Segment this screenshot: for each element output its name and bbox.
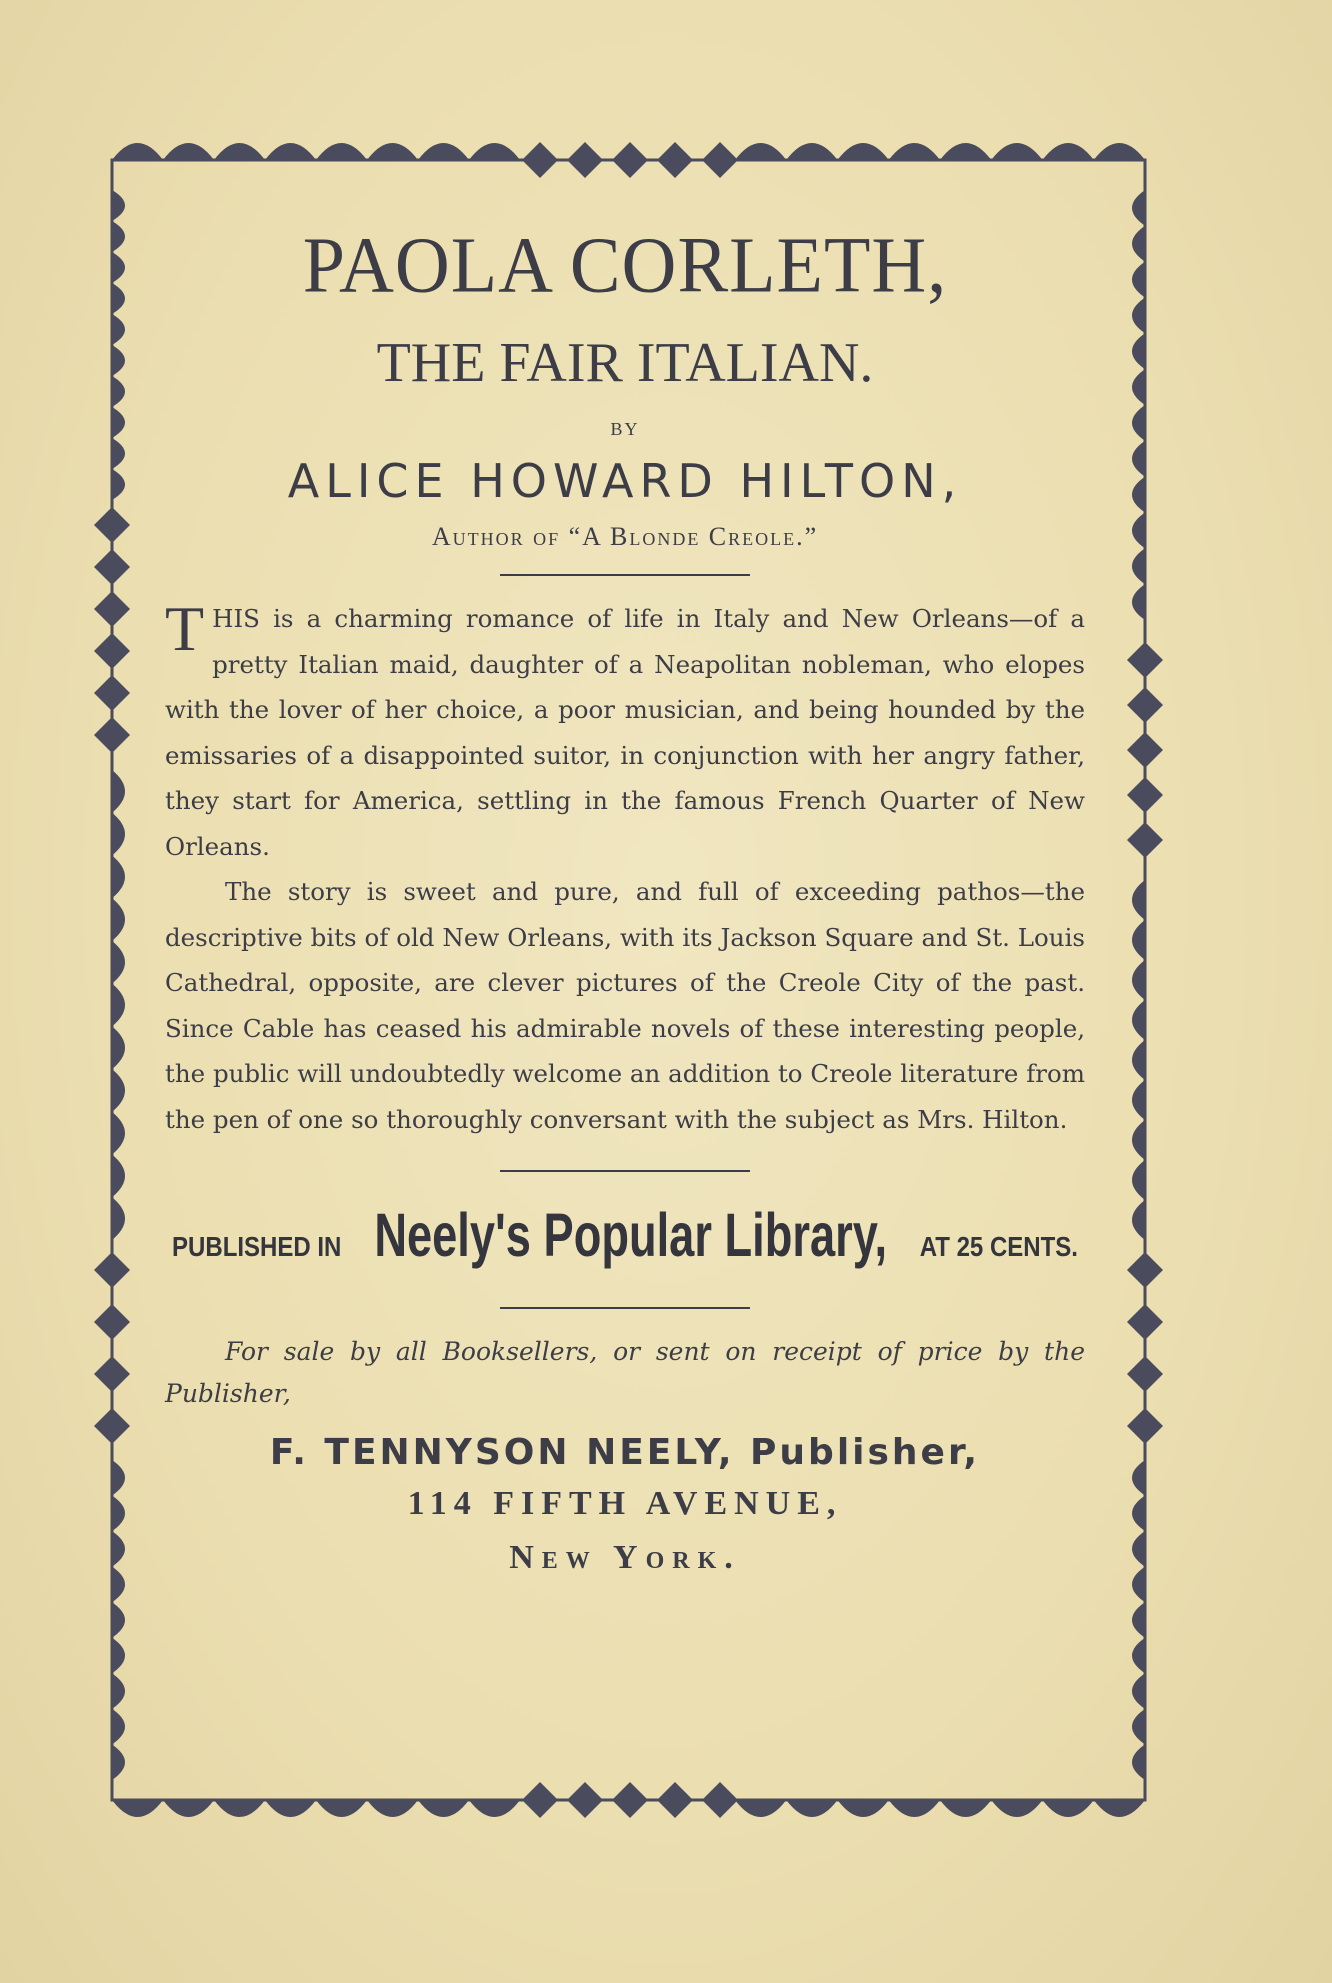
border-wave-segment <box>112 1026 125 1069</box>
border-wave-segment <box>418 143 469 160</box>
divider <box>500 1307 750 1309</box>
border-wave-segment <box>1132 1080 1145 1120</box>
border-wave-segment <box>112 1567 125 1603</box>
border-wave-segment <box>112 283 125 314</box>
border-wave-segment <box>112 407 125 438</box>
by-line: BY <box>610 419 640 439</box>
border-wave-segment <box>112 1197 125 1240</box>
border-wave-segment <box>1043 143 1094 160</box>
border-wave-segment <box>1132 920 1145 960</box>
border-wave-segment <box>469 143 520 160</box>
border-wave-segment <box>112 221 125 252</box>
border-wave-segment <box>1132 1638 1145 1674</box>
border-wave-segment <box>940 1800 991 1817</box>
author-of-line: Author of “A Blonde Creole.” <box>431 522 819 551</box>
border-wave-segment <box>1132 1040 1145 1080</box>
border-wave-segment <box>112 1709 125 1745</box>
border-wave-segment <box>112 1069 125 1112</box>
border-wave-segment <box>367 1800 418 1817</box>
border-wave-segment <box>1132 548 1145 584</box>
description-text: HIS is a charming romance of life in Italy and New Orleans—of a pretty Italian maid, daughter of a Neapolitan nobleman, who elopes with the lover of her choice, a poor musician, and being hounded by the emissaries of a disappointed suitor, in conjunction with her angry father, they start for America, settling in the famous French Quarter of New Orleans. <box>165 604 1085 861</box>
border-wave-segment <box>469 1800 520 1817</box>
price-text: AT 25 CENTS. <box>919 1231 1078 1263</box>
border-wave-segment <box>1132 1460 1145 1496</box>
border-wave-segment <box>1132 226 1145 262</box>
border-wave-segment <box>163 1800 214 1817</box>
border-wave-segment <box>1132 298 1145 334</box>
publisher-city: New York. <box>509 1538 741 1576</box>
border-wave-segment <box>991 143 1042 160</box>
library-name: Neely's Popular Library, <box>374 1201 887 1270</box>
border-wave-segment <box>214 143 265 160</box>
border-wave-segment <box>112 345 125 376</box>
sale-note: For sale by all Booksellers, or sent on receipt of price by the Publisher, <box>165 1337 1085 1408</box>
border-wave-segment <box>112 1744 125 1780</box>
border-wave-segment <box>991 1800 1042 1817</box>
border-wave-segment <box>1132 1531 1145 1567</box>
border-wave-segment <box>1094 143 1145 160</box>
border-wave-segment <box>112 143 163 160</box>
border-wave-segment <box>418 1800 469 1817</box>
border-wave-segment <box>735 143 786 160</box>
border-wave-segment <box>1043 1800 1094 1817</box>
border-wave-segment <box>1132 441 1145 477</box>
border-wave-segment <box>112 1800 163 1817</box>
border-wave-segment <box>112 1155 125 1198</box>
publisher-address: 114 FIFTH AVENUE, <box>407 1485 843 1523</box>
drop-cap: T <box>165 593 205 664</box>
border-wave-segment <box>112 984 125 1027</box>
border-wave-segment <box>838 143 889 160</box>
border-wave-segment <box>1132 513 1145 549</box>
border-wave-segment <box>1132 1160 1145 1200</box>
border-wave-segment <box>316 1800 367 1817</box>
border-wave-segment <box>112 1673 125 1709</box>
border-wave-segment <box>1132 1744 1145 1780</box>
border-wave-segment <box>1132 369 1145 405</box>
border-wave-segment <box>1132 1709 1145 1745</box>
border-wave-segment <box>112 190 125 221</box>
border-wave-segment <box>1132 405 1145 441</box>
border-wave-segment <box>367 143 418 160</box>
border-wave-segment <box>112 1496 125 1532</box>
published-line <box>165 1202 1085 1269</box>
border-wave-segment <box>1132 1496 1145 1532</box>
border-wave-segment <box>112 941 125 984</box>
border-wave-segment <box>786 1800 837 1817</box>
border-wave-segment <box>1094 1800 1145 1817</box>
published-prefix: PUBLISHED IN <box>172 1231 342 1263</box>
border-wave-segment <box>889 1800 940 1817</box>
advertisement-content <box>165 205 1085 1577</box>
border-wave-segment <box>1132 1602 1145 1638</box>
border-wave-segment <box>112 469 125 500</box>
border-wave-segment <box>265 143 316 160</box>
border-wave-segment <box>1132 960 1145 1000</box>
border-wave-segment <box>112 314 125 345</box>
border-wave-segment <box>112 252 125 283</box>
publisher-name: F. TENNYSON NEELY, Publisher, <box>269 1432 981 1473</box>
border-wave-segment <box>940 143 991 160</box>
border-wave-segment <box>112 1638 125 1674</box>
border-wave-segment <box>112 1112 125 1155</box>
review-paragraph: The story is sweet and pure, and full of exceeding pathos—the descriptive bits of old New Orleans, with its Jackson Square and St. Louis Cathedral, opposite, are clever pictures of the Creole City of the past. Since Cable has ceased his admirable novels of these interesting people, the public will undoubtedly welcome an addition to Creole literature from the pen of one so thoroughly conversant with the subject as Mrs. Hilton. <box>165 877 1085 1134</box>
border-wave-segment <box>1132 1567 1145 1603</box>
border-wave-segment <box>214 1800 265 1817</box>
border-wave-segment <box>1132 190 1145 226</box>
border-wave-segment <box>112 770 125 813</box>
border-wave-segment <box>265 1800 316 1817</box>
description-paragraph <box>165 593 1085 869</box>
border-wave-segment <box>1132 1200 1145 1240</box>
border-wave-segment <box>735 1800 786 1817</box>
border-wave-segment <box>1132 1120 1145 1160</box>
book-subtitle: THE FAIR ITALIAN. <box>376 332 874 394</box>
border-wave-segment <box>316 143 367 160</box>
divider <box>500 1170 750 1172</box>
border-wave-segment <box>1132 1673 1145 1709</box>
border-wave-segment <box>112 1460 125 1496</box>
border-wave-segment <box>112 1531 125 1567</box>
author-name: ALICE HOWARD HILTON, <box>287 454 963 508</box>
border-wave-segment <box>1132 333 1145 369</box>
border-wave-segment <box>112 1602 125 1638</box>
border-wave-segment <box>1132 477 1145 513</box>
border-wave-segment <box>112 376 125 407</box>
border-wave-segment <box>1132 262 1145 298</box>
border-wave-segment <box>1132 584 1145 620</box>
border-wave-segment <box>163 143 214 160</box>
border-wave-segment <box>786 143 837 160</box>
book-title: PAOLA CORLETH, <box>302 220 948 310</box>
divider <box>500 574 750 576</box>
border-wave-segment <box>112 813 125 856</box>
border-wave-segment <box>889 143 940 160</box>
border-wave-segment <box>112 438 125 469</box>
border-wave-segment <box>112 855 125 898</box>
border-wave-segment <box>1132 1000 1145 1040</box>
border-wave-segment <box>838 1800 889 1817</box>
border-wave-segment <box>1132 880 1145 920</box>
border-wave-segment <box>112 898 125 941</box>
